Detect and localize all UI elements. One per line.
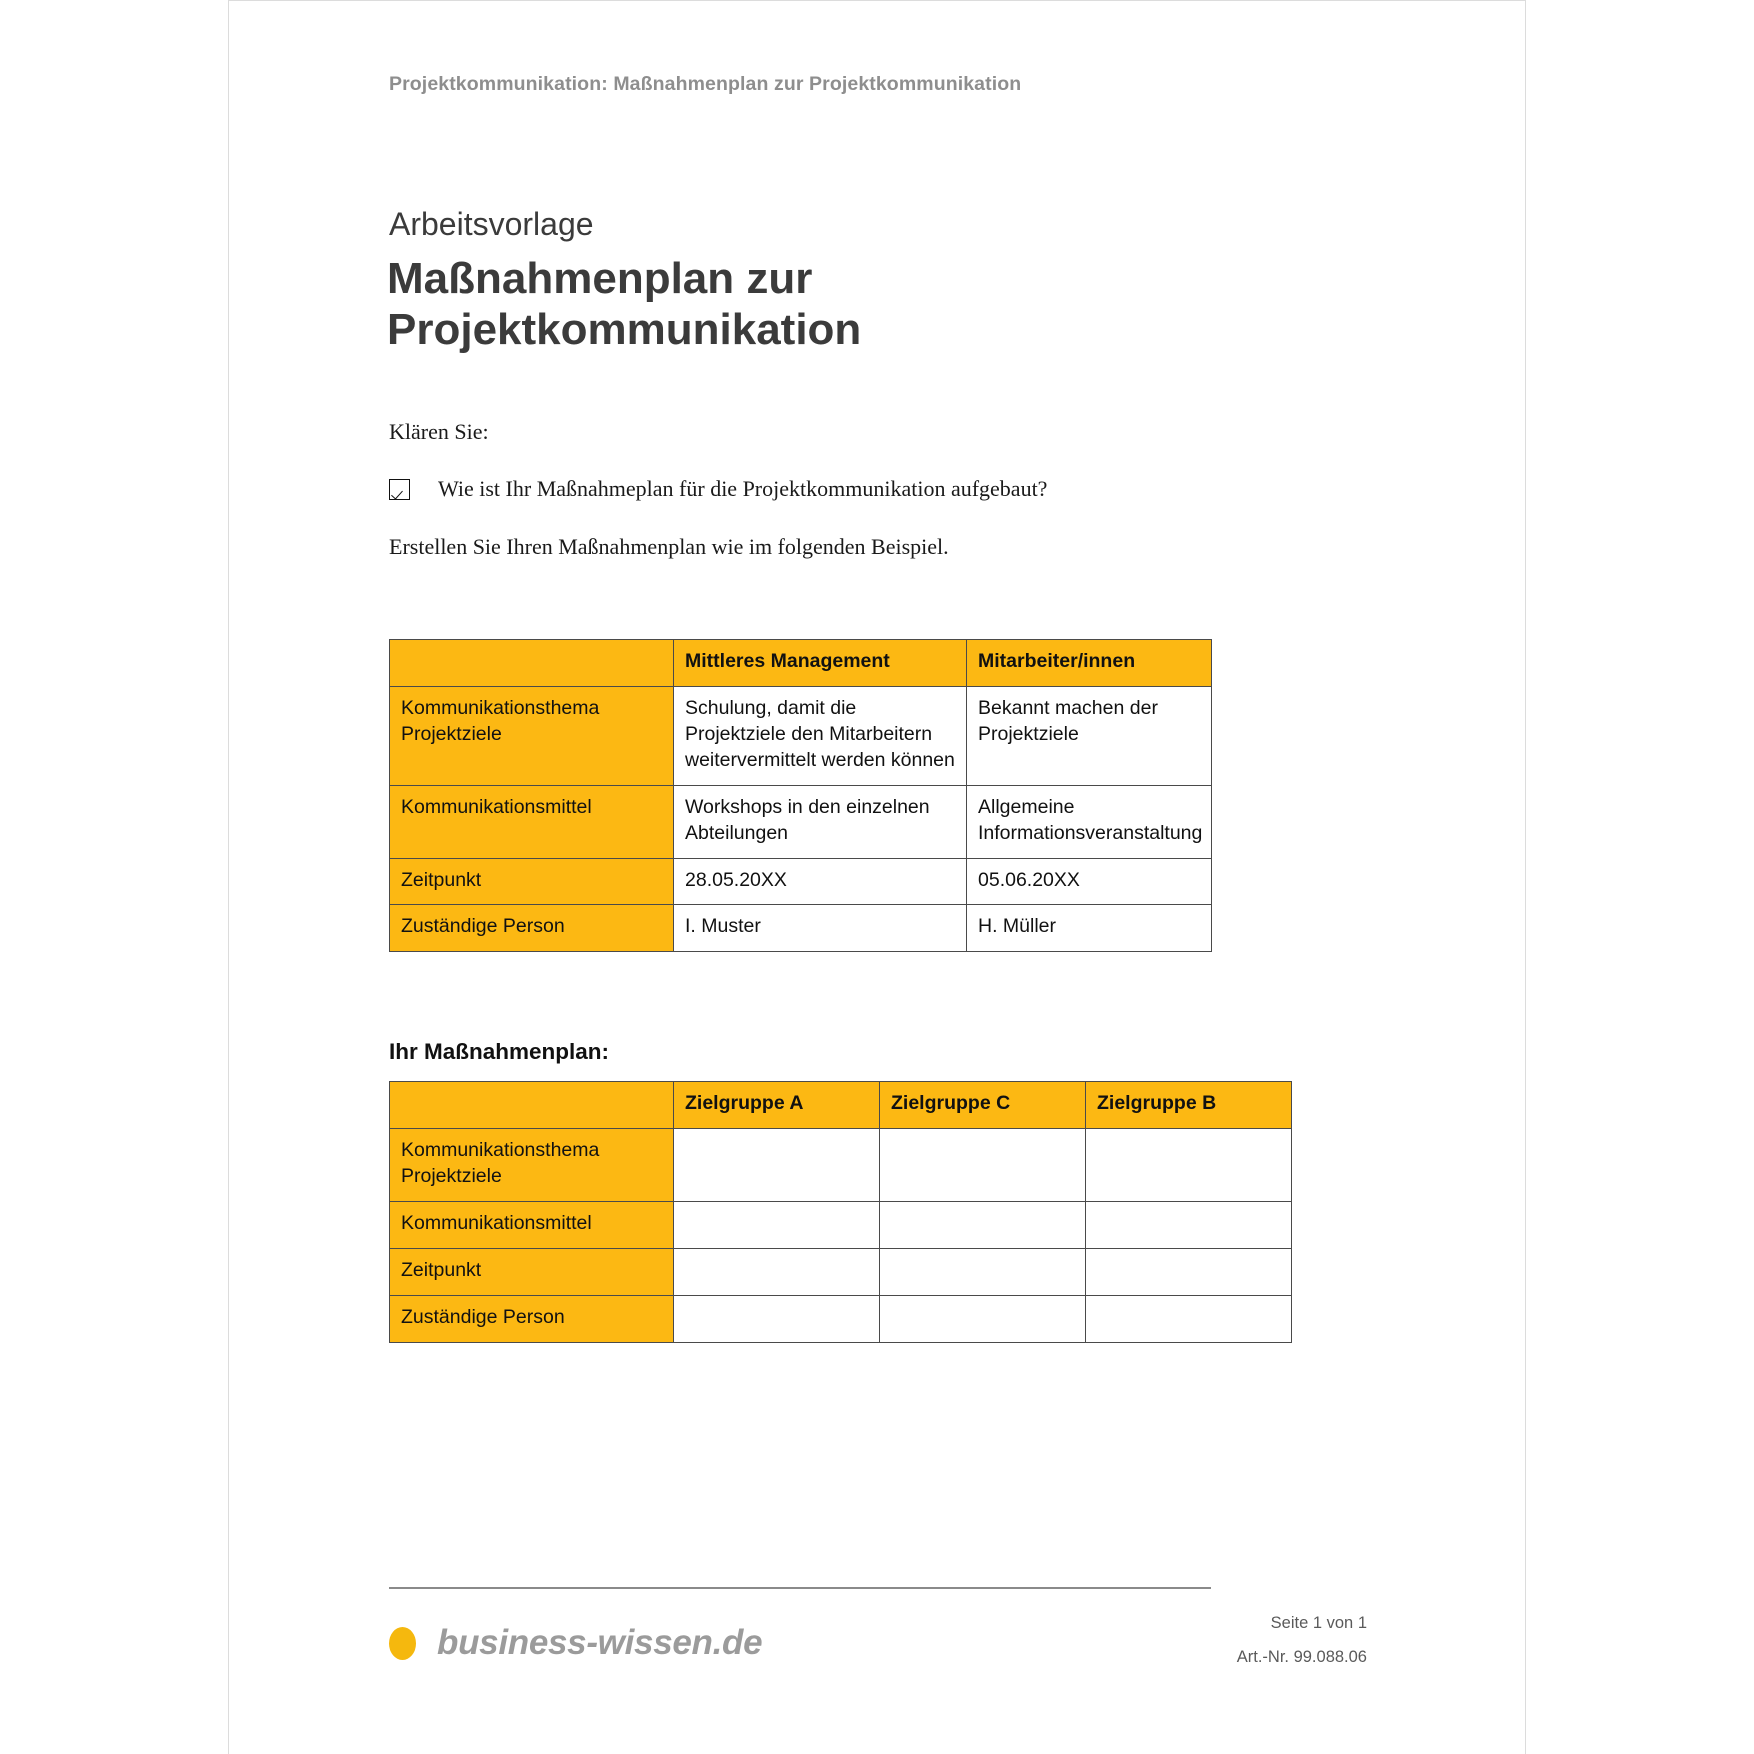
page-title	[387, 253, 1147, 356]
plan-table-column-header: Zielgruppe B	[1086, 1082, 1292, 1129]
example-table-corner-cell	[390, 640, 674, 687]
example-table-cell: I. Muster	[674, 905, 967, 952]
example-table-cell: 28.05.20XX	[674, 858, 967, 905]
plan-table-input-cell[interactable]	[674, 1248, 880, 1295]
example-table-cell: Allgemeine Informationsveranstaltung	[967, 785, 1212, 858]
table-row	[390, 1295, 1292, 1342]
clarify-list-item-label: Wie ist Ihr Maßnahmeplan für die Projektkommunikation aufgebaut?	[438, 476, 1048, 501]
plan-table-row-label: Kommunikationsmittel	[390, 1201, 674, 1248]
example-table-cell: Schulung, damit die Projektziele den Mitarbeitern weitervermittelt werden können	[674, 686, 967, 785]
plan-table-input-cell[interactable]	[1086, 1201, 1292, 1248]
example-table-cell: H. Müller	[967, 905, 1212, 952]
table-header-row	[390, 1082, 1292, 1129]
table-row	[390, 785, 1212, 858]
page-number: Seite 1 von 1	[1270, 1614, 1367, 1632]
instruction-text: Erstellen Sie Ihren Maßnahmenplan wie im folgenden Beispiel.	[389, 534, 949, 559]
plan-table-row-label: Zuständige Person	[390, 1295, 674, 1342]
plan-section-label: Ihr Maßnahmenplan:	[389, 1039, 610, 1064]
clarify-list-item	[389, 476, 1047, 502]
example-table-wrapper	[389, 639, 1212, 952]
example-table-cell: 05.06.20XX	[967, 858, 1212, 905]
plan-table-input-cell[interactable]	[880, 1128, 1086, 1201]
plan-table-input-cell[interactable]	[880, 1248, 1086, 1295]
table-row	[390, 1201, 1292, 1248]
example-table-row-label: Kommunikationsmittel	[390, 785, 674, 858]
plan-table-row-label: Zeitpunkt	[390, 1248, 674, 1295]
plan-table-row-label: Kommunikationsthema Projektziele	[390, 1128, 674, 1201]
logo-dot-icon	[389, 1627, 416, 1660]
document-kicker: Arbeitsvorlage	[389, 206, 594, 242]
logo-wordmark: business-wissen.de	[437, 1623, 763, 1662]
plan-table-input-cell[interactable]	[674, 1128, 880, 1201]
plan-table-input-cell[interactable]	[880, 1295, 1086, 1342]
table-row	[390, 905, 1212, 952]
footer-meta	[545, 1615, 1525, 1665]
example-table-cell: Workshops in den einzelnen Abteilungen	[674, 785, 967, 858]
example-table-row-label: Kommunikationsthema Projektziele	[390, 686, 674, 785]
document-page	[228, 0, 1526, 1754]
clarify-heading: Klären Sie:	[389, 419, 489, 444]
table-row	[390, 686, 1212, 785]
example-table	[389, 639, 1212, 952]
article-number: Art.-Nr. 99.088.06	[1236, 1647, 1367, 1666]
example-table-row-label: Zuständige Person	[390, 905, 674, 952]
running-head: Projektkommunikation: Maßnahmenplan zur Projektkommunikation	[389, 73, 1022, 95]
plan-table-input-cell[interactable]	[674, 1201, 880, 1248]
page-title-line-1: Maßnahmenplan zur	[387, 254, 813, 303]
example-table-column-header: Mitarbeiter/innen	[967, 640, 1212, 687]
plan-table	[389, 1081, 1292, 1343]
table-row	[390, 1248, 1292, 1295]
page-title-line-2: Projektkommunikation	[387, 305, 862, 355]
checkbox-checked-icon[interactable]	[389, 479, 410, 500]
example-table-column-header: Mittleres Management	[674, 640, 967, 687]
plan-table-input-cell[interactable]	[1086, 1128, 1292, 1201]
plan-table-input-cell[interactable]	[674, 1295, 880, 1342]
plan-table-column-header: Zielgruppe A	[674, 1082, 880, 1129]
table-header-row	[390, 640, 1212, 687]
table-row	[390, 858, 1212, 905]
plan-table-input-cell[interactable]	[1086, 1295, 1292, 1342]
plan-table-corner-cell	[390, 1082, 674, 1129]
table-row	[390, 1128, 1292, 1201]
example-table-cell: Bekannt machen der Projektziele	[967, 686, 1212, 785]
example-table-row-label: Zeitpunkt	[390, 858, 674, 905]
footer-divider	[389, 1587, 1211, 1589]
plan-table-wrapper	[389, 1081, 1292, 1343]
plan-table-input-cell[interactable]	[880, 1201, 1086, 1248]
plan-table-input-cell[interactable]	[1086, 1248, 1292, 1295]
plan-table-column-header: Zielgruppe C	[880, 1082, 1086, 1129]
